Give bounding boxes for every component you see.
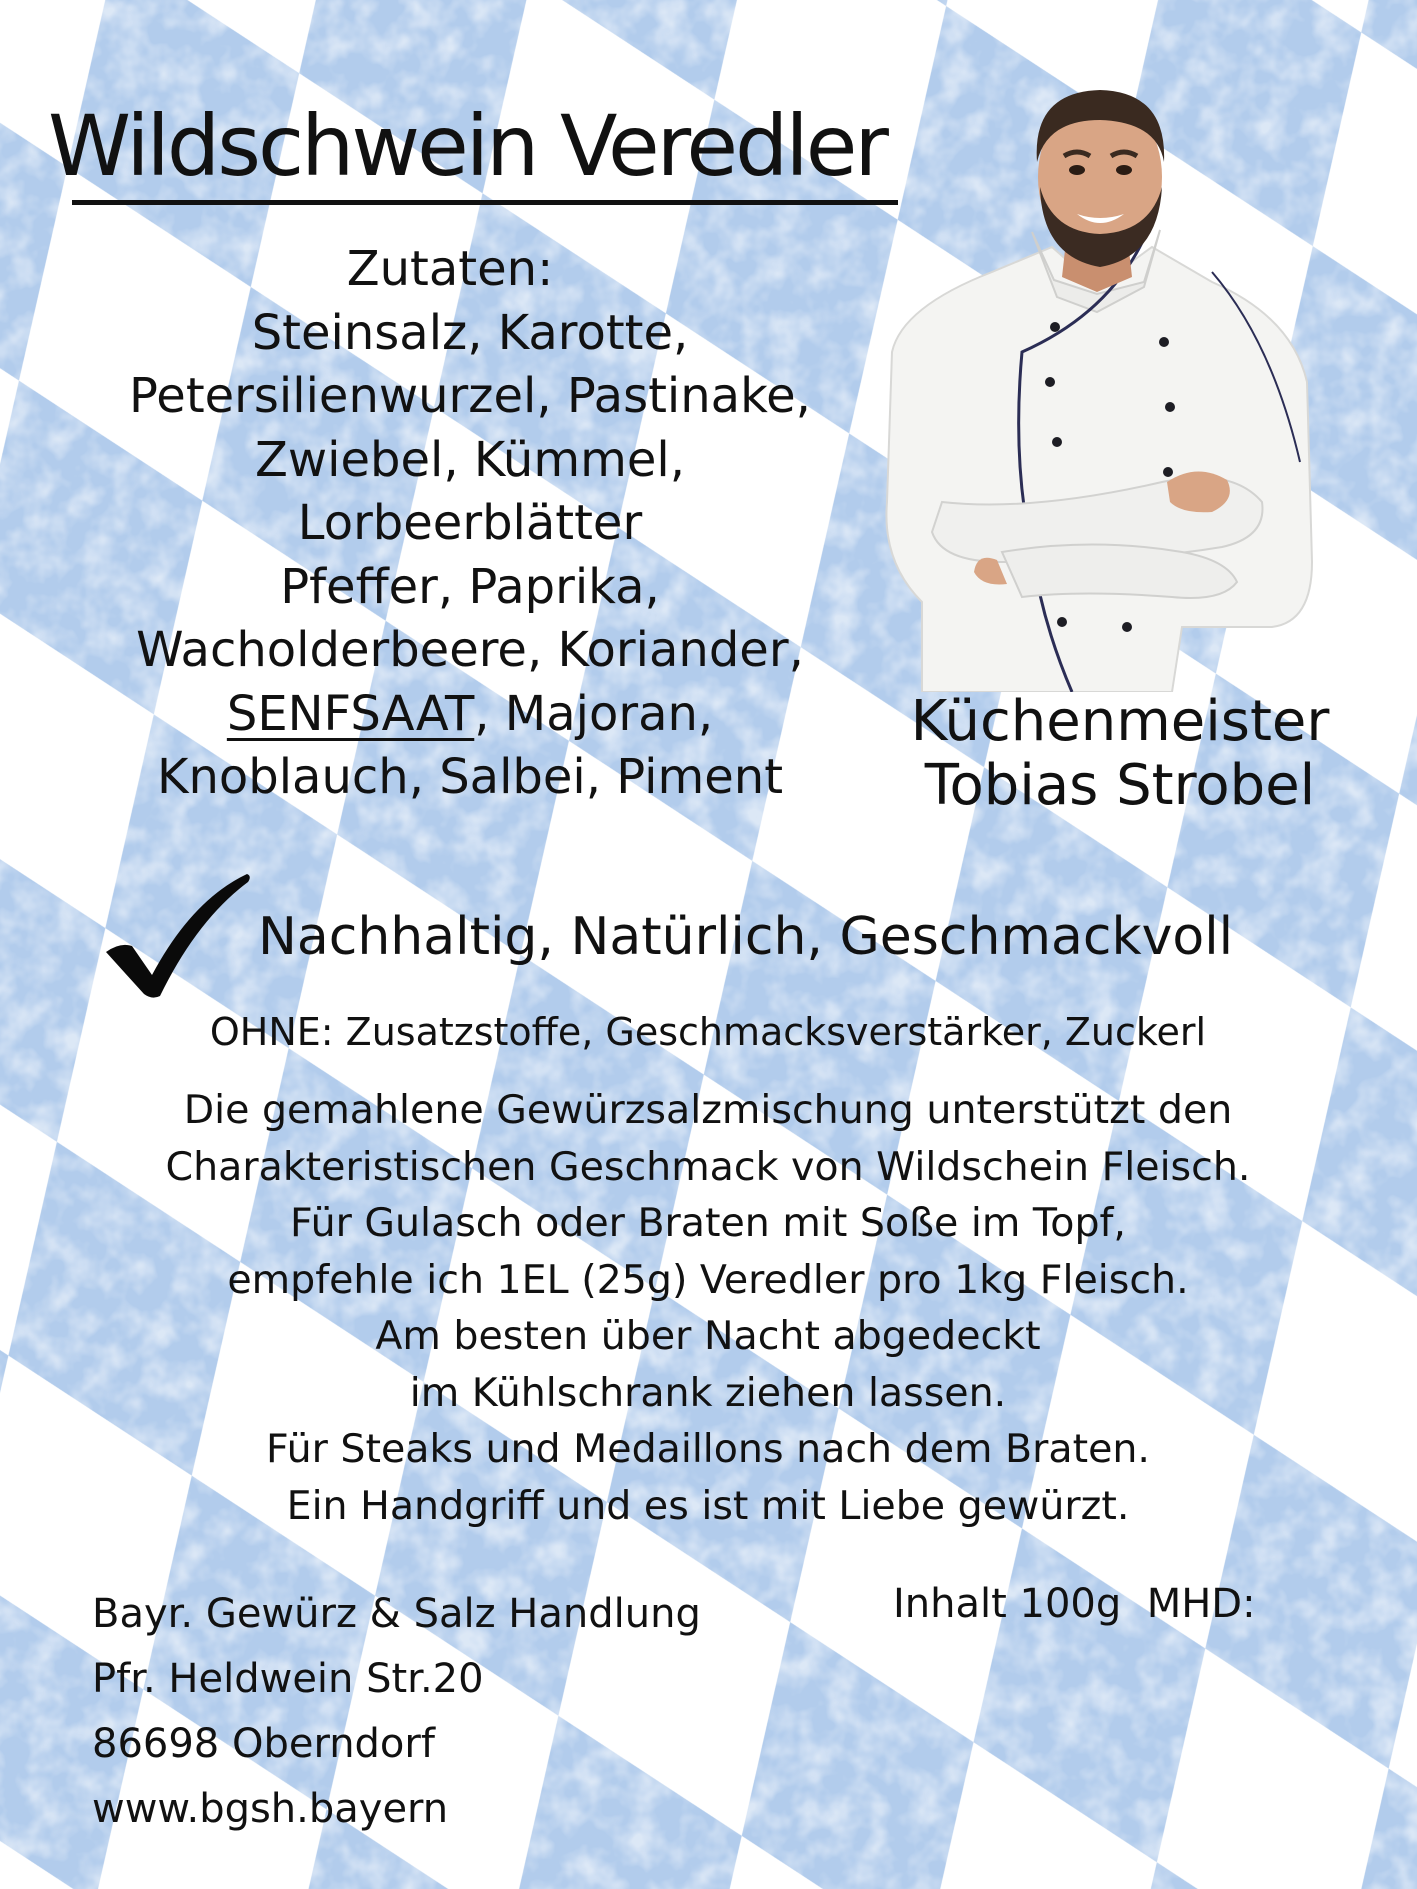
checkmark-icon — [102, 870, 252, 1000]
company-name: Bayr. Gewürz & Salz Handlung — [92, 1591, 701, 1637]
company-address — [92, 1582, 792, 1842]
ingredients-allergen-line — [40, 683, 900, 747]
allergen-mustard-seed: SENFSAAT — [226, 685, 475, 742]
description-line: Für Gulasch oder Braten mit Soße im Topf, — [290, 1200, 1126, 1246]
website-link[interactable]: www.bgsh.bayern — [92, 1786, 449, 1832]
ingredients-allergen-rest: , Majoran, — [474, 685, 714, 742]
ingredients-line: Lorbeerblätter — [297, 495, 643, 551]
title-underline — [72, 200, 898, 205]
description-line: Die gemahlene Gewürzsalzmischung unterstützt den — [183, 1087, 1233, 1133]
ingredients-block — [40, 238, 900, 810]
ingredients-heading: Zutaten: — [346, 241, 554, 297]
description-line: Für Steaks und Medaillons nach dem Braten. — [266, 1426, 1150, 1472]
ingredients-line: Petersilienwurzel, Pastinake, — [129, 368, 811, 424]
description-line: empfehle ich 1EL (25g) Veredler pro 1kg Fleisch. — [227, 1256, 1189, 1303]
description-line: Am besten über Nacht abgedeckt — [375, 1313, 1041, 1359]
chef-name: Tobias Strobel — [924, 753, 1316, 818]
ingredients-line: Zwiebel, Kümmel, — [254, 431, 685, 488]
postal-city: 86698 Oberndorf — [92, 1721, 435, 1767]
chef-caption — [880, 690, 1360, 818]
description-line: im Kühlschrank ziehen lassen. — [409, 1369, 1007, 1416]
ingredients-line: Knoblauch, Salbei, Piment — [156, 749, 784, 805]
usage-description — [40, 1082, 1376, 1534]
description-line: Charakteristischen Geschmack von Wildschein Fleisch. — [165, 1143, 1251, 1190]
product-title: Wildschwein Veredler — [48, 97, 886, 195]
chef-photo — [882, 82, 1322, 692]
ingredients-line: Wacholderbeere, Koriander, — [136, 622, 804, 678]
street-address: Pfr. Heldwein Str.20 — [92, 1656, 484, 1702]
chef-title: Küchenmeister — [910, 689, 1330, 754]
ingredients-line: Steinsalz, Karotte, — [251, 304, 689, 361]
description-line: Ein Handgriff und es ist mit Liebe gewürzt. — [286, 1482, 1130, 1529]
product-claims: Nachhaltig, Natürlich, Geschmackvoll — [258, 907, 1234, 967]
net-contents-and-best-before: Inhalt 100g MHD: — [893, 1581, 1256, 1627]
ingredients-line: Pfeffer, Paprika, — [280, 558, 660, 615]
without-additives: OHNE: Zusatzstoffe, Geschmacksverstärker, Zuckerl — [209, 1010, 1207, 1054]
